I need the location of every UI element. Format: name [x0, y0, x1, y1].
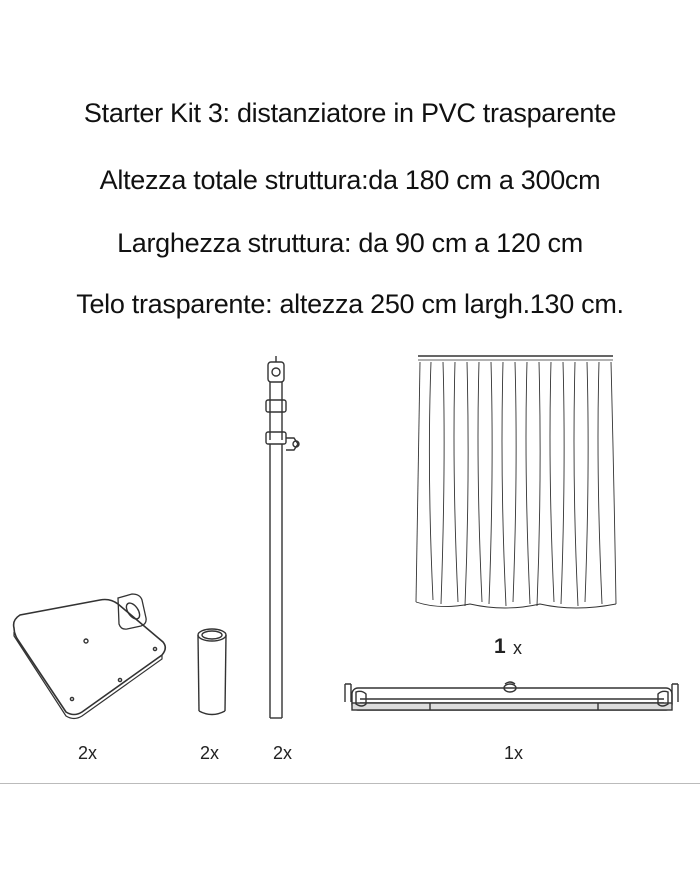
curtain-quantity-suffix: x: [513, 638, 522, 658]
telescopic-pole-drawing: [266, 356, 299, 718]
connector-tube-drawing: [198, 629, 226, 715]
headline-curtain-size: Telo trasparente: altezza 250 cm largh.130 cm.: [76, 289, 624, 319]
headline-structure-width: Larghezza struttura: da 90 cm a 120 cm: [117, 228, 583, 258]
pole-quantity: 2x: [273, 743, 293, 763]
curtain-drawing: [416, 356, 616, 608]
crossbar-drawing: [345, 682, 678, 710]
tube-quantity: 2x: [200, 743, 220, 763]
base-plate-drawing: [14, 594, 166, 719]
base-plate-quantity: 2x: [78, 743, 98, 763]
headline-total-height: Altezza totale struttura:da 180 cm a 300cm: [99, 165, 601, 195]
headline-kit-title: Starter Kit 3: distanziatore in PVC trasparente: [83, 98, 617, 128]
curtain-quantity-number: 1: [494, 635, 506, 658]
crossbar-quantity: 1x: [504, 743, 524, 763]
